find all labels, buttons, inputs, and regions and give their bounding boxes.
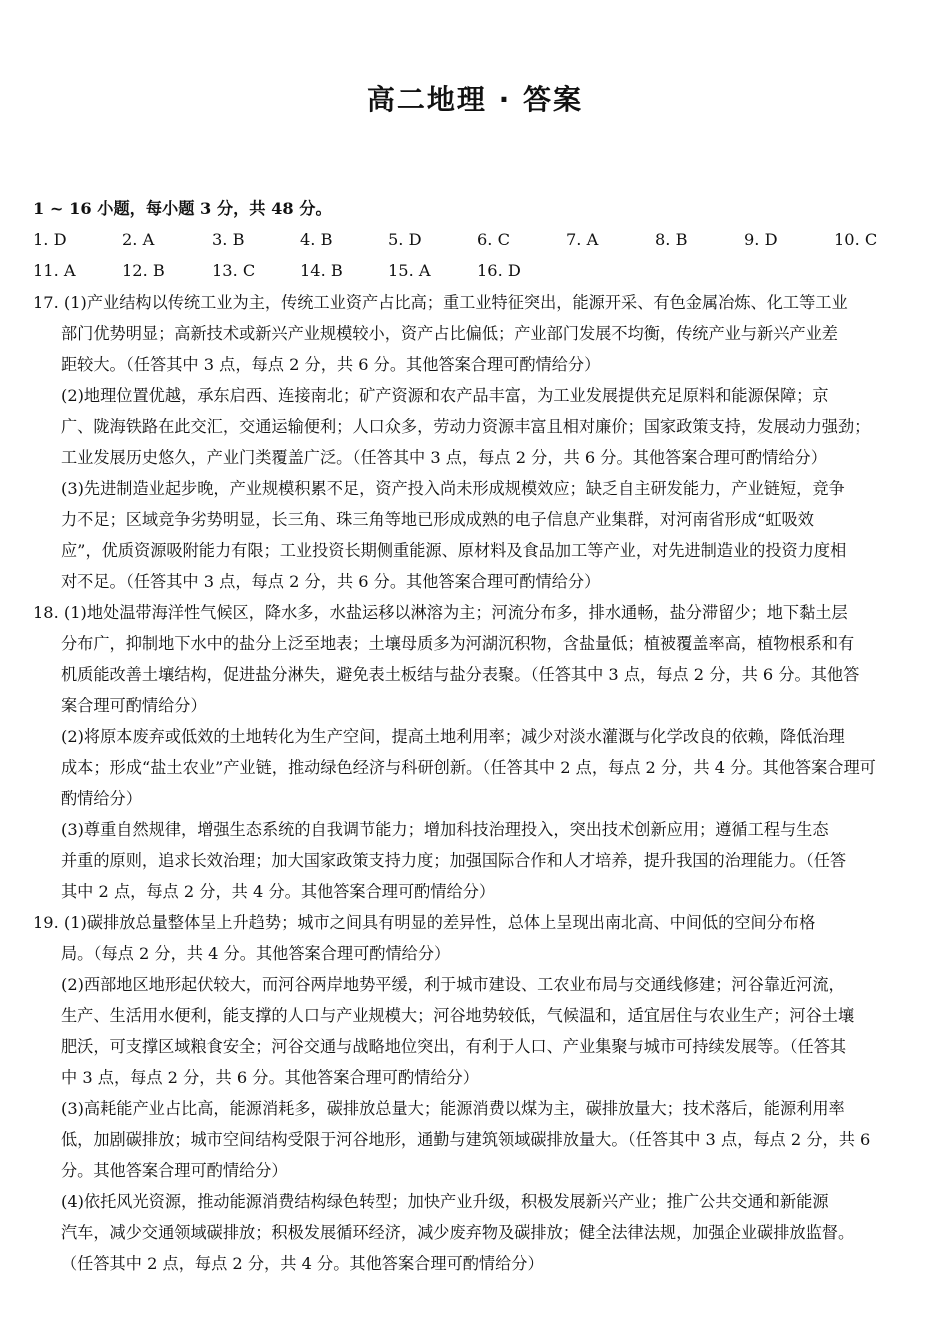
answer-18-line: 成本；形成“盐土农业”产业链，推动绿色经济与科研创新。（任答其中 2 点，每点 2 分，共 4 分。其他答案合理可 <box>61 758 876 777</box>
mc-answer: 4. B <box>300 230 333 249</box>
answer-18-line: 18. (1)地处温带海洋性气候区，降水多，水盐运移以淋溶为主；河流分布多，排水通畅，盐分滞留少；地下黏土层 <box>33 603 848 622</box>
answer-19-line: （任答其中 2 点，每点 2 分，共 4 分。其他答案合理可酌情给分） <box>61 1254 544 1273</box>
mc-answer: 16. D <box>477 261 521 280</box>
answer-19-line: (3)高耗能产业占比高，能源消耗多，碳排放总量大；能源消费以煤为主，碳排放量大；技术落后，能源利用率 <box>61 1099 845 1118</box>
mc-answer: 7. A <box>566 230 599 249</box>
answer-18-line: (2)将原本废弃或低效的土地转化为生产空间，提高土地利用率；减少对淡水灌溉与化学改良的依赖，降低治理 <box>61 727 845 746</box>
answer-19-line: 低，加剧碳排放；城市空间结构受限于河谷地形，通勤与建筑领域碳排放量大。（任答其中 3 点，每点 2 分，共 6 <box>61 1130 871 1149</box>
answer-18-line: 案合理可酌情给分） <box>61 696 207 715</box>
mc-answer: 6. C <box>477 230 510 249</box>
mc-answer: 1. D <box>33 230 67 249</box>
mc-header: 1 ~ 16 小题，每小题 3 分，共 48 分。 <box>33 199 332 218</box>
page-title: 高二地理 · 答案 <box>366 83 584 116</box>
mc-answer: 5. D <box>388 230 422 249</box>
mc-answer: 13. C <box>212 261 256 280</box>
answer-17-line: 力不足；区域竞争劣势明显，长三角、珠三角等地已形成成熟的电子信息产业集群，对河南省形成“虹吸效 <box>61 510 814 529</box>
answer-18-line: (3)尊重自然规律，增强生态系统的自我调节能力；增加科技治理投入，突出技术创新应用；遵循工程与生态 <box>61 820 829 839</box>
mc-answer: 15. A <box>388 261 431 280</box>
answer-18-line: 其中 2 点，每点 2 分，共 4 分。其他答案合理可酌情给分） <box>61 882 496 901</box>
answer-19-line: 中 3 点，每点 2 分，共 6 分。其他答案合理可酌情给分） <box>61 1068 479 1087</box>
mc-answer: 2. A <box>122 230 155 249</box>
mc-answer: 12. B <box>122 261 165 280</box>
mc-answer: 11. A <box>33 261 76 280</box>
answer-18-line: 机质能改善土壤结构，促进盐分淋失，避免表土板结与盐分表聚。（任答其中 3 点，每点 2 分，共 6 分。其他答 <box>61 665 860 684</box>
answer-19-line: 局。（每点 2 分，共 4 分。其他答案合理可酌情给分） <box>61 944 451 963</box>
answer-19-line: 肥沃，可支撑区域粮食安全；河谷交通与战略地位突出，有利于人口、产业集聚与城市可持续发展等。（任答其 <box>61 1037 847 1056</box>
answer-17-line: 对不足。（任答其中 3 点，每点 2 分，共 6 分。其他答案合理可酌情给分） <box>61 572 601 591</box>
answer-19-line: 19. (1)碳排放总量整体呈上升趋势；城市之间具有明显的差异性，总体上呈现出南北高、中间低的空间分布格 <box>33 913 816 932</box>
answer-17-line: 应”，优质资源吸附能力有限；工业投资长期侧重能源、原材料及食品加工等产业，对先进制造业的投资力度相 <box>61 541 847 560</box>
answer-18-line: 并重的原则，追求长效治理；加大国家政策支持力度；加强国际合作和人才培养，提升我国的治理能力。（任答 <box>61 851 847 870</box>
answer-19-line: (2)西部地区地形起伏较大，而河谷两岸地势平缓，利于城市建设、工农业布局与交通线修建；河谷靠近河流， <box>61 975 845 994</box>
answer-19-line: (4)依托风光资源，推动能源消费结构绿色转型；加快产业升级，积极发展新兴产业；推广公共交通和新能源 <box>61 1192 829 1211</box>
answer-17-line: 距较大。（任答其中 3 点，每点 2 分，共 6 分。其他答案合理可酌情给分） <box>61 355 601 374</box>
mc-answer: 3. B <box>212 230 245 249</box>
answer-18-line: 酌情给分） <box>61 789 142 808</box>
mc-answer: 14. B <box>300 261 343 280</box>
answer-19-line: 分。其他答案合理可酌情给分） <box>61 1161 288 1180</box>
answer-17-line: 工业发展历史悠久，产业门类覆盖广泛。（任答其中 3 点，每点 2 分，共 6 分。其他答案合理可酌情给分） <box>61 448 827 467</box>
mc-answer: 10. C <box>834 230 878 249</box>
answer-17-line: 部门优势明显；高新技术或新兴产业规模较小，资产占比偏低；产业部门发展不均衡，传统产业与新兴产业差 <box>61 324 838 343</box>
answer-19-line: 生产、生活用水便利，能支撑的人口与产业规模大；河谷地势较低，气候温和，适宜居住与农业生产；河谷土壤 <box>61 1006 855 1025</box>
answer-17-line: (2)地理位置优越，承东启西、连接南北；矿产资源和农产品丰富，为工业发展提供充足原料和能源保障；京 <box>61 386 829 405</box>
answer-17-line: (3)先进制造业起步晚，产业规模积累不足，资产投入尚未形成规模效应；缺乏自主研发能力，产业链短，竞争 <box>61 479 845 498</box>
mc-answer: 8. B <box>655 230 688 249</box>
answer-18-line: 分布广，抑制地下水中的盐分上泛至地表；土壤母质多为河湖沉积物，含盐量低；植被覆盖率高，植物根系和有 <box>61 634 855 653</box>
answer-19-line: 汽车，减少交通领域碳排放；积极发展循环经济，减少废弃物及碳排放；健全法律法规，加强企业碳排放监督。 <box>61 1223 855 1242</box>
answer-17-line: 17. (1)产业结构以传统工业为主，传统工业资产占比高；重工业特征突出，能源开采、有色金属冶炼、化工等工业 <box>33 293 848 312</box>
mc-answer: 9. D <box>744 230 778 249</box>
answer-17-line: 广、陇海铁路在此交汇，交通运输便利；人口众多，劳动力资源丰富且相对廉价；国家政策支持，发展动力强劲； <box>61 417 871 436</box>
